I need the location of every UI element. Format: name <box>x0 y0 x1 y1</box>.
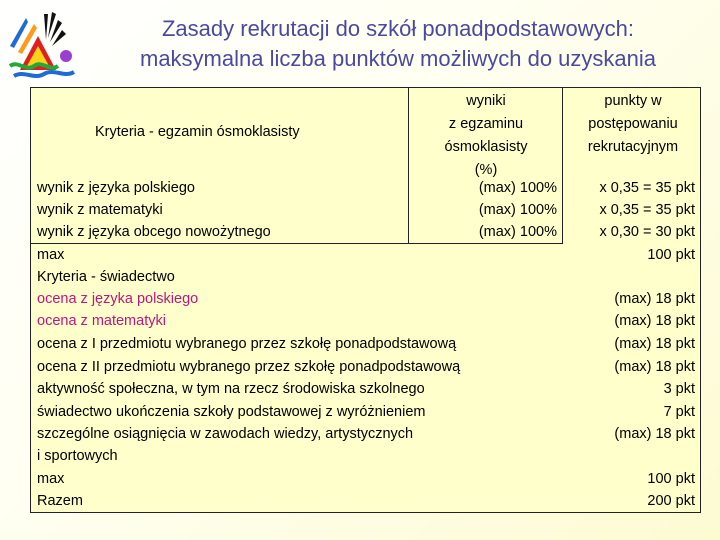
exam-row-label: wynik z języka obcego nowożytnego <box>37 224 271 240</box>
col2-header-line: z egzaminu <box>448 116 524 132</box>
certificate-max-value: 100 pkt <box>647 471 695 487</box>
cert-row-value: (max) 18 pkt <box>614 313 695 329</box>
exam-row-points: x 0,35 = 35 pkt <box>599 180 695 196</box>
cert-row-value: (max) 18 pkt <box>614 336 695 352</box>
exam-row-label: wynik z matematyki <box>37 202 163 218</box>
cert-row-value: (max) 18 pkt <box>614 359 695 375</box>
col2-header-line: (%) <box>474 162 498 178</box>
cert-row-label: ocena z I przedmiotu wybranego przez szkołę ponadpodstawową <box>37 336 457 352</box>
col3-header-line: postępowaniu <box>588 116 678 132</box>
certificate-header: Kryteria - świadectwo <box>37 269 175 285</box>
slide-title <box>86 14 710 74</box>
exam-row-points: x 0,35 = 35 pkt <box>599 202 695 218</box>
cert-row-value: 3 pkt <box>663 381 695 397</box>
col2-header-line: wyniki <box>466 93 506 109</box>
cert-row-value: (max) 18 pkt <box>614 426 695 442</box>
col3-header-line: punkty w <box>604 93 662 109</box>
cert-row-label: ocena z matematyki <box>37 313 166 329</box>
exam-max-label: max <box>37 247 65 263</box>
exam-pct-math: (max) 100% <box>478 202 557 218</box>
criteria-table <box>30 87 701 513</box>
cert-row-value: (max) 18 pkt <box>614 291 695 307</box>
exam-pct-foreign: (max) 100% <box>478 224 557 240</box>
cert-row-label: ocena z języka polskiego <box>37 291 199 307</box>
exam-row-points: x 0,30 = 30 pkt <box>599 224 695 240</box>
cert-row-label: szczególne osiągnięcia w zawodach wiedzy, artystycznych <box>37 426 414 442</box>
school-logo-icon <box>4 6 82 84</box>
exam-pct-polish: (max) 100% <box>478 180 557 196</box>
cert-row-label: świadectwo ukończenia szkoły podstawowej z wyróżnieniem <box>37 404 426 420</box>
title-line-1: Zasady rekrutacji do szkół ponadpodstawowych: <box>161 16 635 41</box>
certificate-max-label: max <box>37 471 65 487</box>
cert-row-label: ocena z II przedmiotu wybranego przez szkołę ponadpodstawową <box>37 359 461 375</box>
points-header <box>563 90 703 159</box>
total-value: 200 pkt <box>647 493 695 509</box>
cert-row-value: 7 pkt <box>663 404 695 420</box>
col3-header-line: rekrutacyjnym <box>587 139 679 155</box>
cert-row-label: aktywność społeczna, w tym na rzecz środowiska szkolnego <box>37 381 425 397</box>
exam-criteria-header: Kryteria - egzamin ósmoklasisty <box>95 124 300 140</box>
exam-max-value: 100 pkt <box>647 247 695 263</box>
exam-row-label: wynik z języka polskiego <box>37 180 195 196</box>
cert-row-label: i sportowych <box>37 448 118 464</box>
total-label: Razem <box>37 493 83 509</box>
col2-header-line: ósmoklasisty <box>444 139 528 155</box>
exam-results-column <box>409 88 563 244</box>
exam-results-header <box>409 90 563 182</box>
title-line-2: maksymalna liczba punktów możliwych do uzyskania <box>140 46 656 71</box>
